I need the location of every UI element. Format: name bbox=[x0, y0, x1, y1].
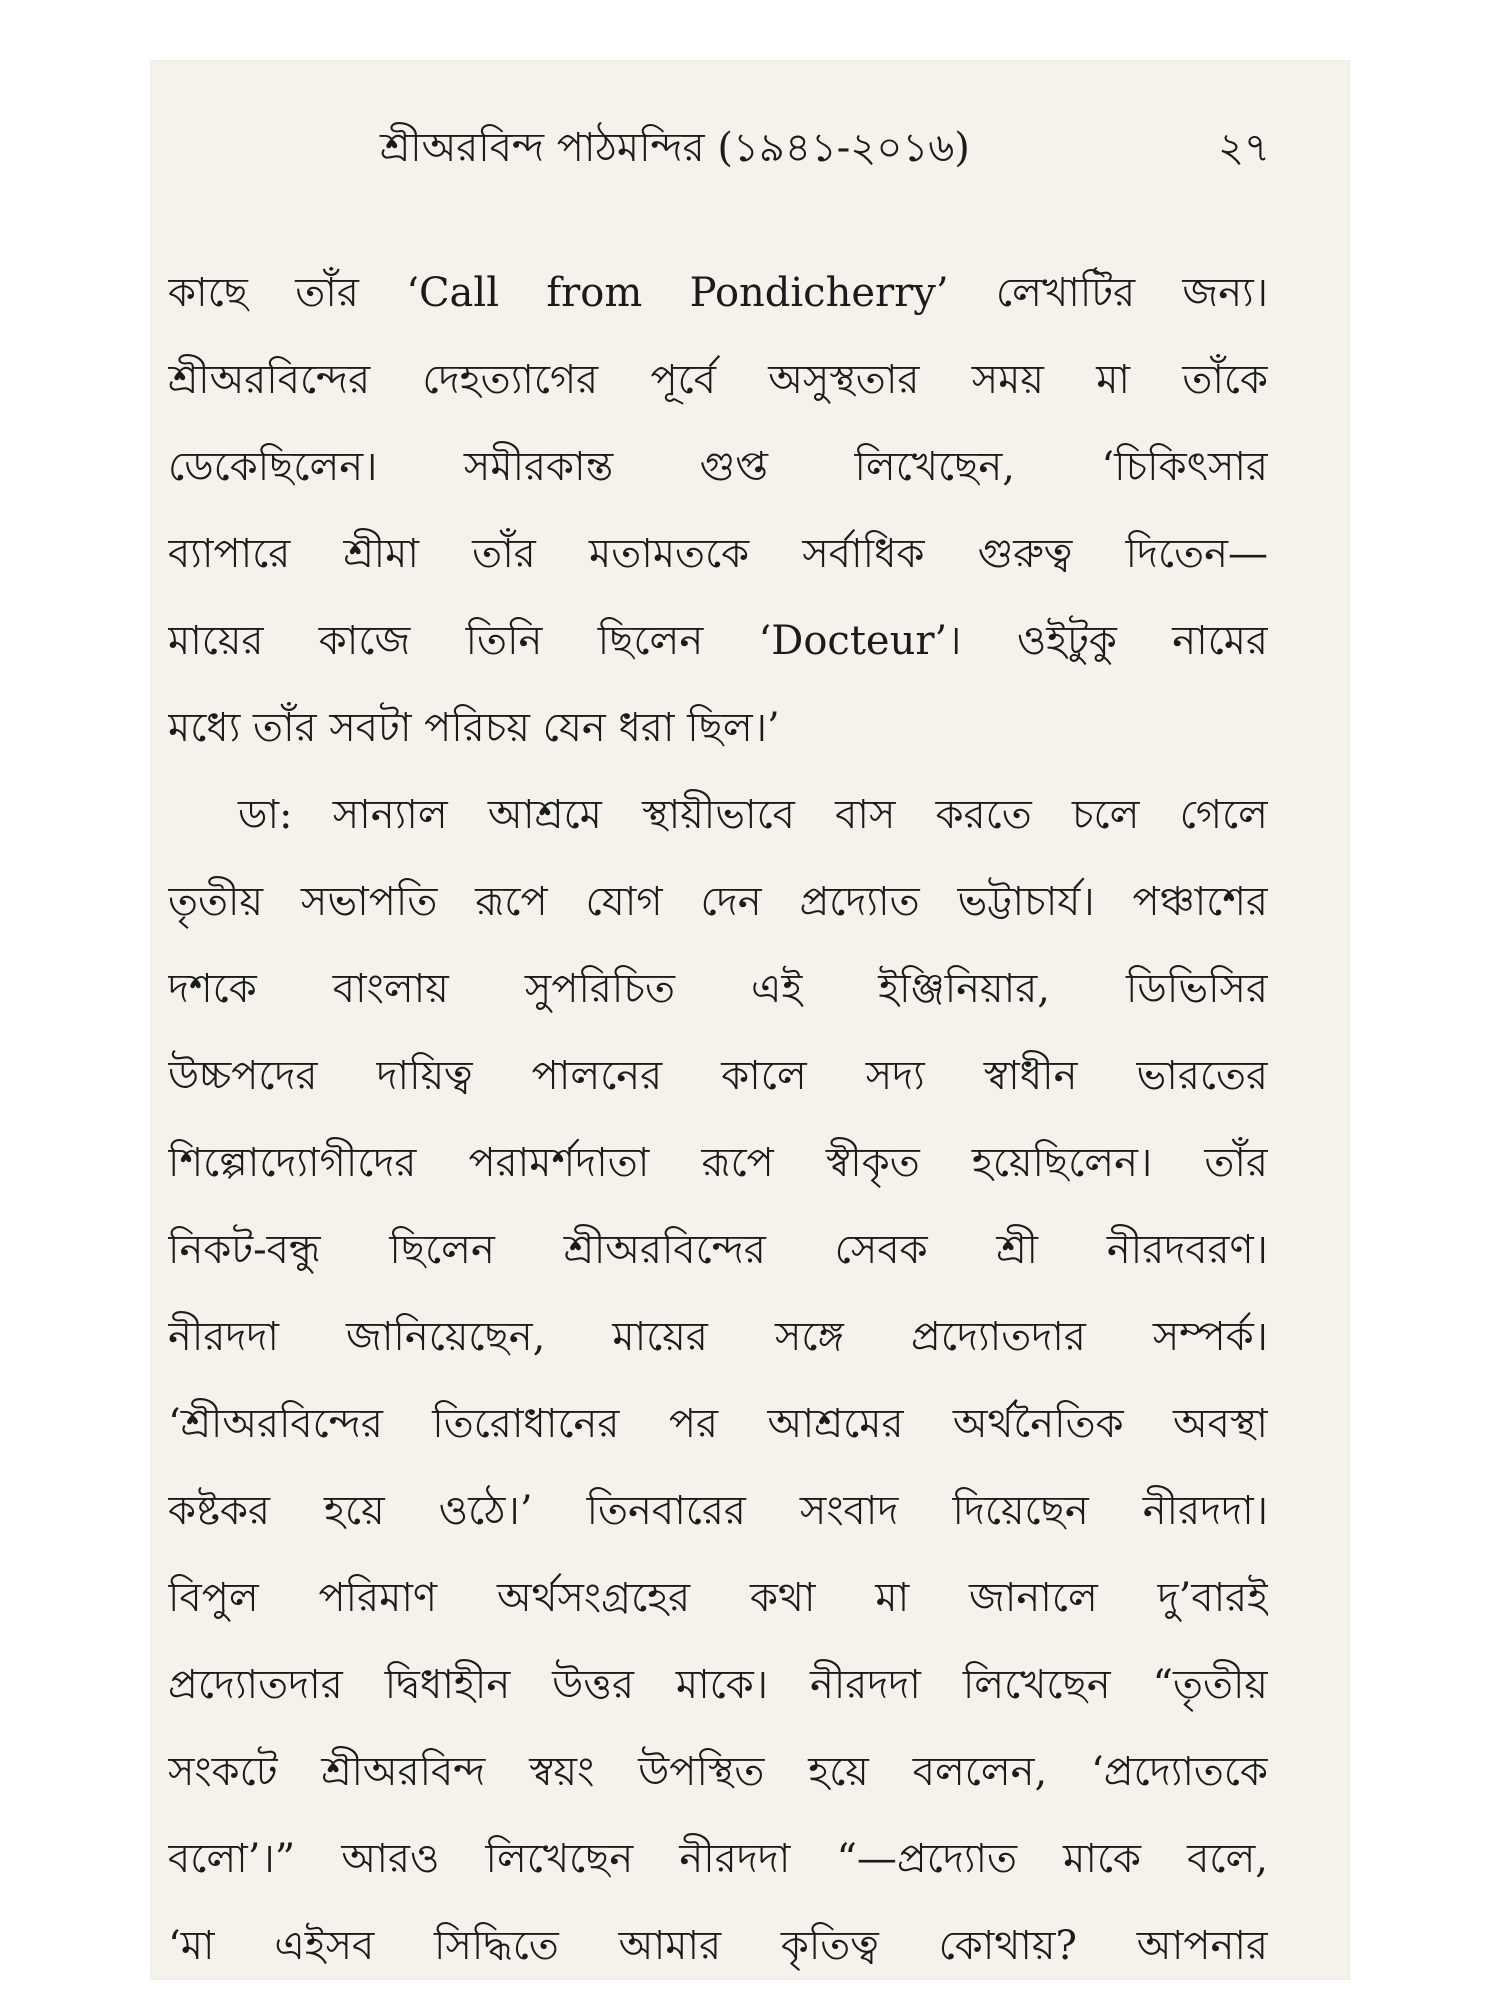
page-number: ২৭ bbox=[1217, 125, 1270, 171]
text-line: কষ্টকর হয়ে ওঠে।’ তিনবারের সংবাদ দিয়েছেন নীরদদা। bbox=[168, 1488, 1268, 1534]
running-title: শ্রীঅরবিন্দ পাঠমন্দির (১৯৪১-২০১৬) bbox=[380, 125, 970, 171]
text-line: সংকটে শ্রীঅরবিন্দ স্বয়ং উপস্থিত হয়ে বললেন, ‘প্রদ্যোতকে bbox=[168, 1749, 1268, 1795]
text-line: মধ্যে তাঁর সবটা পরিচয় যেন ধরা ছিল।’ bbox=[168, 705, 780, 751]
text-line: কাছে তাঁর ‘Call from Pondicherry’ লেখাটির জন্য। bbox=[168, 270, 1268, 316]
text-line: শিল্পোদ্যোগীদের পরামর্শদাতা রূপে স্বীকৃত হয়েছিলেন। তাঁর bbox=[168, 1140, 1268, 1186]
text-line: ‘মা এইসব সিদ্ধিতে আমার কৃতিত্ব কোথায়? আপনার bbox=[168, 1923, 1268, 1969]
text-line: বলো’।” আরও লিখেছেন নীরদদা “—প্রদ্যোত মাকে বলে, bbox=[168, 1836, 1268, 1882]
text-line: তৃতীয় সভাপতি রূপে যোগ দেন প্রদ্যোত ভট্টাচার্য। পঞ্চাশের bbox=[168, 879, 1268, 925]
text-line: বিপুল পরিমাণ অর্থসংগ্রহের কথা মা জানালে দু’বারই bbox=[168, 1575, 1268, 1621]
text-line: নীরদদা জানিয়েছেন, মায়ের সঙ্গে প্রদ্যোতদার সম্পর্ক। bbox=[168, 1314, 1268, 1360]
text-line: ডেকেছিলেন। সমীরকান্ত গুপ্ত লিখেছেন, ‘চিকিৎসার bbox=[168, 444, 1268, 490]
body-text bbox=[168, 250, 1268, 1990]
text-line: ডা: সান্যাল আশ্রমে স্থায়ীভাবে বাস করতে চলে গেলে bbox=[238, 792, 1268, 838]
text-line: উচ্চপদের দায়িত্ব পালনের কালে সদ্য স্বাধীন ভারতের bbox=[168, 1053, 1268, 1099]
page-header bbox=[150, 100, 1270, 180]
text-line: ‘শ্রীঅরবিন্দের তিরোধানের পর আশ্রমের অর্থনৈতিক অবস্থা bbox=[168, 1401, 1268, 1447]
text-line: শ্রীঅরবিন্দের দেহত্যাগের পূর্বে অসুস্থতার সময় মা তাঁকে bbox=[168, 357, 1268, 403]
text-line: ব্যাপারে শ্রীমা তাঁর মতামতকে সর্বাধিক গুরুত্ব দিতেন— bbox=[168, 531, 1268, 577]
text-line: দশকে বাংলায় সুপরিচিত এই ইঞ্জিনিয়ার, ডিভিসির bbox=[168, 966, 1268, 1012]
text-line: মায়ের কাজে তিনি ছিলেন ‘Docteur’। ওইটুকু নামের bbox=[168, 618, 1268, 664]
text-line: প্রদ্যোতদার দ্বিধাহীন উত্তর মাকে। নীরদদা লিখেছেন “তৃতীয় bbox=[168, 1662, 1268, 1708]
text-line: নিকট-বন্ধু ছিলেন শ্রীঅরবিন্দের সেবক শ্রী নীরদবরণ। bbox=[168, 1227, 1268, 1273]
